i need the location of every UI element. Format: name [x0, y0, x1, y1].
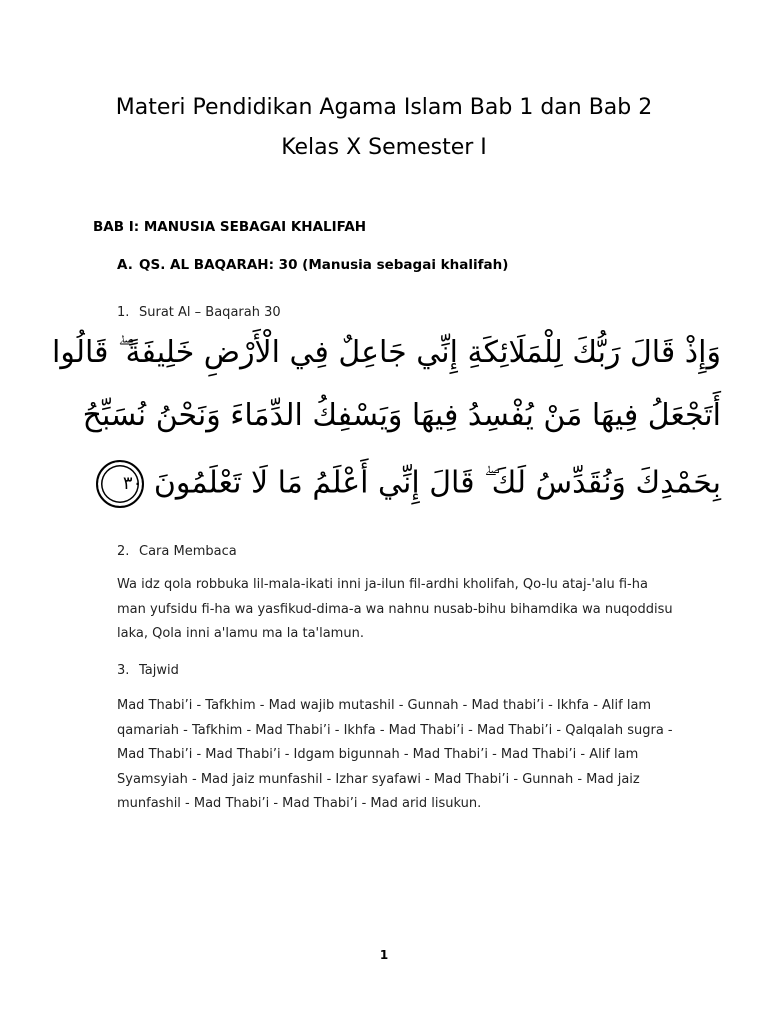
arabic-verse-text: بِحَمْدِكَ وَنُقَدِّسُ لَكَ ۖ قَالَ إِنِّي أَعْلَمُ مَا لَا تَعْلَمُونَ — [153, 465, 721, 501]
item-reading — [117, 544, 237, 559]
ayah-number-mark: ٣٠ — [96, 460, 144, 508]
arabic-verse-line-2: أَتَجْعَلُ فِيهَا مَنْ يُفْسِدُ فِيهَا وَيَسْفِكُ الدِّمَاءَ وَنَحْنُ نُسَبِّحُ — [82, 398, 721, 433]
section-letter: A. — [117, 257, 133, 273]
chapter-heading: BAB I: MANUSIA SEBAGAI KHALIFAH — [93, 219, 367, 235]
section-title: QS. AL BAQARAH: 30 (Manusia sebagai khalifah) — [139, 257, 509, 273]
item-number: 1. — [117, 305, 130, 320]
item-number: 2. — [117, 544, 130, 559]
arabic-verse-line-3 — [117, 460, 721, 508]
arabic-verse-line-1: وَإِذْ قَالَ رَبُّكَ لِلْمَلَائِكَةِ إِنِّي جَاعِلٌ فِي الْأَرْضِ خَلِيفَةً ۖ قَالُوا — [51, 335, 721, 370]
tajwid-paragraph: Mad Thabi’i - Tafkhim - Mad wajib mutashil - Gunnah - Mad thabi’i - Ikhfa - Alif lam qamariah - Tafkhim - Mad Thabi’i - Ikhfa - Mad Thabi’i - Mad Thabi’i - Qalqalah sugra - Mad Thabi’i - Mad Thabi’i - Idgam bigunnah - Mad Thabi’i - Mad Thabi’i - Alif lam Syamsyiah - Mad jaiz munfashil - Izhar syafawi - Mad Thabi’i - Gunnah - Mad jaiz munfashil - Mad Thabi’i - Mad Thabi’i - Mad arid lisukun. — [117, 698, 673, 811]
item-number: 3. — [117, 663, 130, 678]
item-label: Cara Membaca — [139, 544, 237, 559]
reading-paragraph: Wa idz qola robbuka lil-mala-ikati inni ja-ilun fil-ardhi kholifah, Qo-lu ataj-'alu fi-ha man yufsidu fi-ha wa yasfikud-dima-a wa nahnu nusab-bihu bihamdika wa nuqoddisu laka, Qola inni a'lamu ma la ta'lamun. — [117, 577, 673, 641]
document-subtitle: Kelas X Semester I — [281, 135, 487, 160]
item-label: Tajwid — [139, 663, 179, 678]
item-surah — [117, 305, 281, 320]
page-number: 1 — [379, 948, 389, 962]
item-tajwid — [117, 663, 179, 678]
document-title: Materi Pendidikan Agama Islam Bab 1 dan Bab 2 — [115, 95, 653, 120]
item-label: Surat Al – Baqarah 30 — [139, 305, 281, 320]
section-heading — [117, 257, 508, 273]
